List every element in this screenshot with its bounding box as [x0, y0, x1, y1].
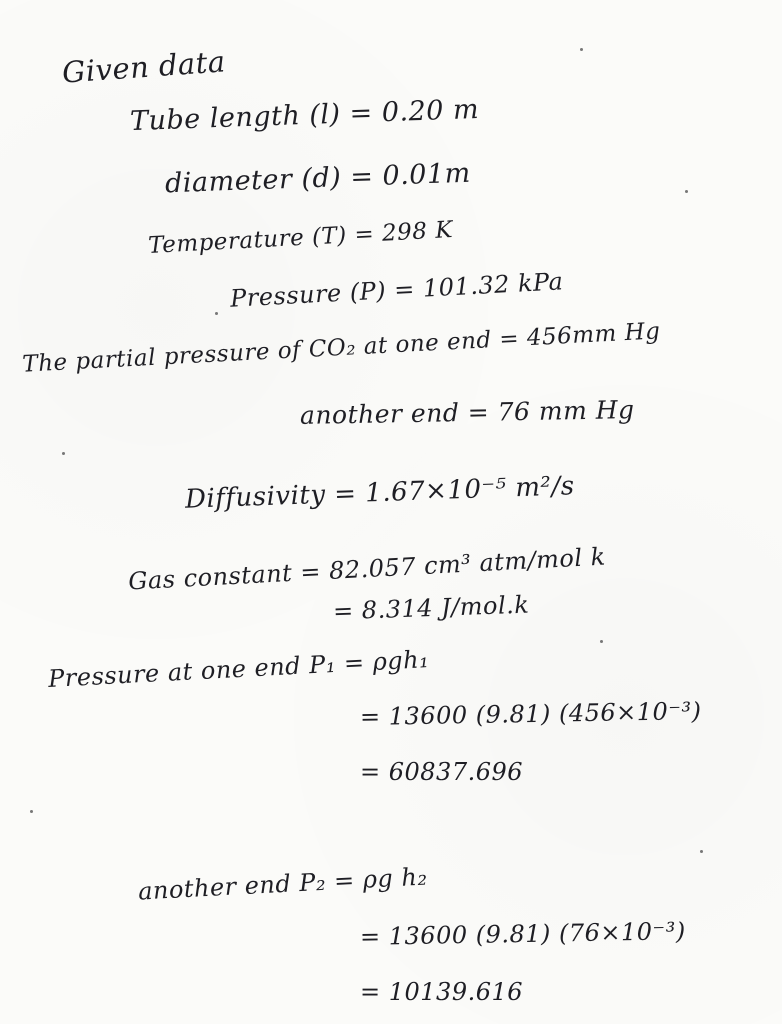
pressure-one-end-definition: Pressure at one end P₁ = ρgh₁: [47, 645, 430, 693]
diameter-line: diameter (d) = 0.01m: [164, 157, 472, 200]
pressure-other-end-definition: another end P₂ = ρg h₂: [137, 862, 429, 906]
paper-speck: [215, 312, 218, 315]
diffusivity-line: Diffusivity = 1.67×10⁻⁵ m²/s: [184, 471, 576, 515]
paper-speck: [30, 810, 33, 813]
tube-length-line: Tube length (l) = 0.20 m: [129, 93, 480, 138]
pressure-other-end-result: = 10139.616: [360, 978, 524, 1006]
temperature-line: Temperature (T) = 298 K: [147, 217, 454, 259]
paper-speck: [700, 850, 703, 853]
given-data-heading: Given data: [61, 44, 227, 90]
gas-constant-line-2: = 8.314 J/mol.k: [332, 590, 530, 626]
pressure-one-end-calculation: = 13600 (9.81) (456×10⁻³): [359, 697, 702, 731]
paper-speck: [580, 48, 583, 51]
pressure-line: Pressure (P) = 101.32 kPa: [229, 267, 565, 313]
partial-pressure-one-end-line: The partial pressure of CO₂ at one end = 456mm Hg: [21, 318, 662, 378]
paper-speck: [685, 190, 688, 193]
paper-speck: [600, 640, 603, 643]
paper-speck: [62, 452, 65, 455]
gas-constant-line-1: Gas constant = 82.057 cm³ atm/mol k: [127, 542, 607, 596]
pressure-one-end-result: = 60837.696: [360, 758, 524, 786]
partial-pressure-other-end-line: another end = 76 mm Hg: [299, 395, 635, 430]
pressure-other-end-calculation: = 13600 (9.81) (76×10⁻³): [359, 917, 686, 951]
